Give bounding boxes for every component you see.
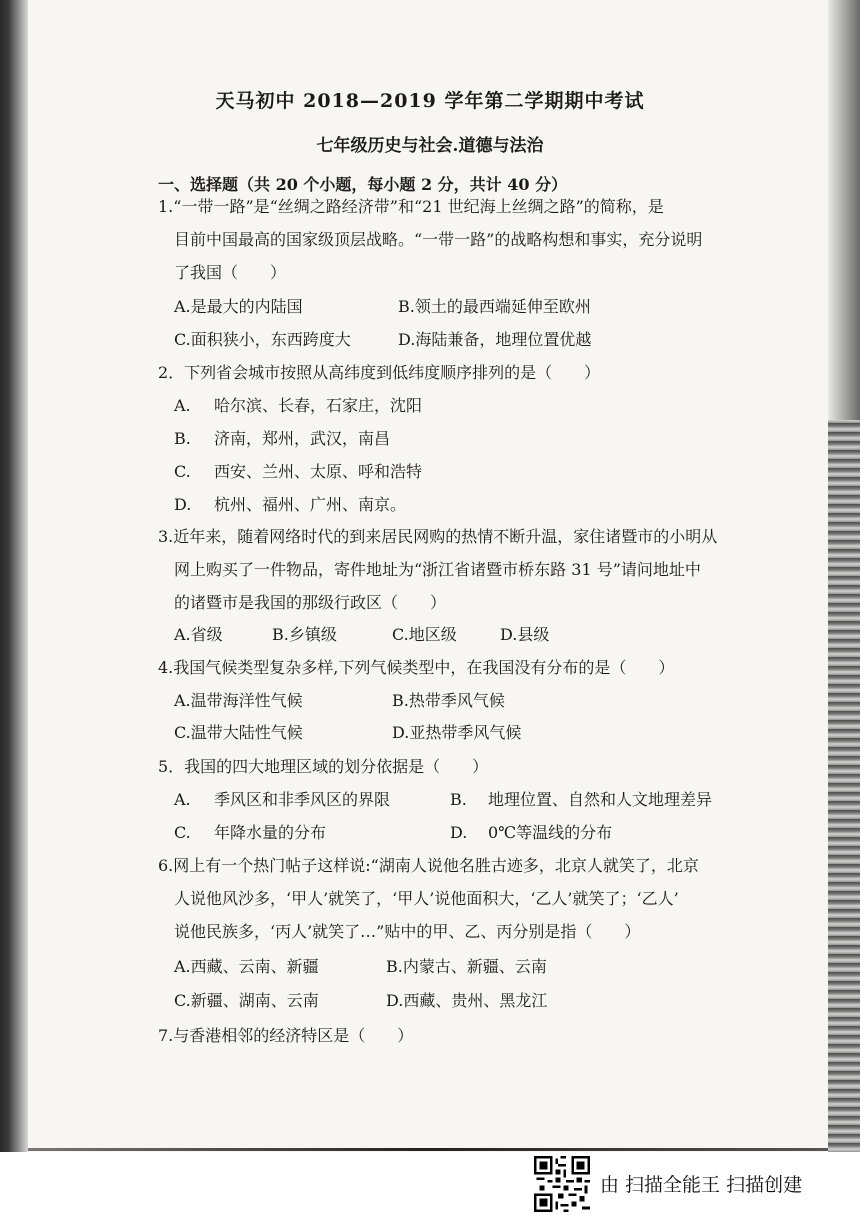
q1-option-c: C.面积狭小，东西跨度大 xyxy=(174,330,351,349)
q5-option-d-key: D. xyxy=(450,823,468,842)
section-heading: 一、选择题（共 20 个小题，每小题 2 分，共计 40 分） xyxy=(158,175,568,194)
q2-option-c-key: C. xyxy=(174,462,191,481)
q4-option-a: A.温带海洋性气候 xyxy=(174,691,303,710)
q1-option-b: B.领土的最西端延伸至欧州 xyxy=(398,297,591,316)
q3-stem-line-2: 网上购买了一件物品，寄件地址为“浙江省诸暨市桥东路 31 号”请问地址中 xyxy=(174,560,701,579)
q2-option-d-key: D. xyxy=(174,495,192,514)
q4-stem: 4.我国气候类型复杂多样,下列气候类型中，在我国没有分布的是（ ） xyxy=(158,658,675,677)
q3-option-c: C.地区级 xyxy=(392,625,457,644)
q5-option-c-key: C. xyxy=(174,823,191,842)
q5-option-c: 年降水量的分布 xyxy=(214,823,327,842)
q5-stem: 5．我国的四大地理区域的划分依据是（ ） xyxy=(158,757,489,776)
q1-option-d: D.海陆兼备，地理位置优越 xyxy=(398,330,592,349)
q7-stem: 7.与香港相邻的经济特区是（ ） xyxy=(158,1026,414,1045)
q3-stem-line-3: 的诸暨市是我国的那级行政区（ ） xyxy=(174,593,447,612)
q1-stem-line-1: 1.“一带一路”是“丝绸之路经济带”和“21 世纪海上丝绸之路”的简称，是 xyxy=(158,197,664,216)
q1-option-a: A.是最大的内陆国 xyxy=(174,297,303,316)
exam-subtitle: 七年级历史与社会.道德与法治 xyxy=(316,136,544,156)
q5-option-a: 季风区和非季风区的界限 xyxy=(214,790,391,809)
q3-option-b: B.乡镇级 xyxy=(272,625,337,644)
q2-option-a-key: A. xyxy=(174,396,191,415)
page-edge-shadow-right xyxy=(828,0,860,1152)
q5-option-b-key: B. xyxy=(450,790,467,809)
q2-option-c: 西安、兰州、太原、呼和浩特 xyxy=(214,462,423,481)
q3-option-d: D.县级 xyxy=(500,625,550,644)
q6-option-a: A.西藏、云南、新疆 xyxy=(174,957,319,976)
q6-stem-line-1: 6.网上有一个热门帖子这样说:“湖南人说他名胜古迹多，北京人就笑了，北京 xyxy=(158,856,699,875)
q6-option-c: C.新疆、湖南、云南 xyxy=(174,991,319,1010)
q1-stem-line-3: 了我国（ ） xyxy=(174,263,287,282)
q2-option-b: 济南，郑州，武汉，南昌 xyxy=(214,429,391,448)
scanner-watermark xyxy=(534,1156,860,1212)
q6-option-b: B.内蒙古、新疆、云南 xyxy=(386,957,547,976)
q6-stem-line-2: 人说他风沙多，‘甲人’就笑了，‘甲人’说他面积大，‘乙人’就笑了；‘乙人’ xyxy=(174,889,679,908)
q2-stem: 2．下列省会城市按照从高纬度到低纬度顺序排列的是（ ） xyxy=(158,363,601,382)
q5-option-b: 地理位置、自然和人文地理差异 xyxy=(488,790,713,809)
page-edge-shadow-left xyxy=(0,0,28,1152)
q4-option-c: C.温带大陆性气候 xyxy=(174,723,303,742)
q2-option-a: 哈尔滨、长春，石家庄，沈阳 xyxy=(214,396,423,415)
q6-stem-line-3: 说他民族多，‘丙人’就笑了…”贴中的甲、乙、丙分别是指（ ） xyxy=(174,922,641,941)
q5-option-d: 0℃等温线的分布 xyxy=(488,823,613,842)
q2-option-d: 杭州、福州、广州、南京。 xyxy=(214,495,407,514)
qr-code-icon xyxy=(534,1156,590,1212)
q2-option-b-key: B. xyxy=(174,429,191,448)
page-bottom-edge xyxy=(28,1148,828,1151)
q3-stem-line-1: 3.近年来，随着网络时代的到来居民网购的热情不断升温，家住诸暨市的小明从 xyxy=(158,527,718,546)
q4-option-b: B.热带季风气候 xyxy=(392,691,505,710)
q4-option-d: D.亚热带季风气候 xyxy=(392,723,522,742)
q6-option-d: D.西藏、贵州、黑龙江 xyxy=(386,991,548,1010)
exam-title: 天马初中 2018—2019 学年第二学期期中考试 xyxy=(215,90,645,112)
scanner-watermark-text: 由 扫描全能王 扫描创建 xyxy=(600,1174,803,1196)
q5-option-a-key: A. xyxy=(174,790,191,809)
q1-stem-line-2: 目前中国最高的国家级顶层战略。“一带一路”的战略构想和事实，充分说明 xyxy=(174,230,703,249)
q3-option-a: A.省级 xyxy=(174,625,223,644)
